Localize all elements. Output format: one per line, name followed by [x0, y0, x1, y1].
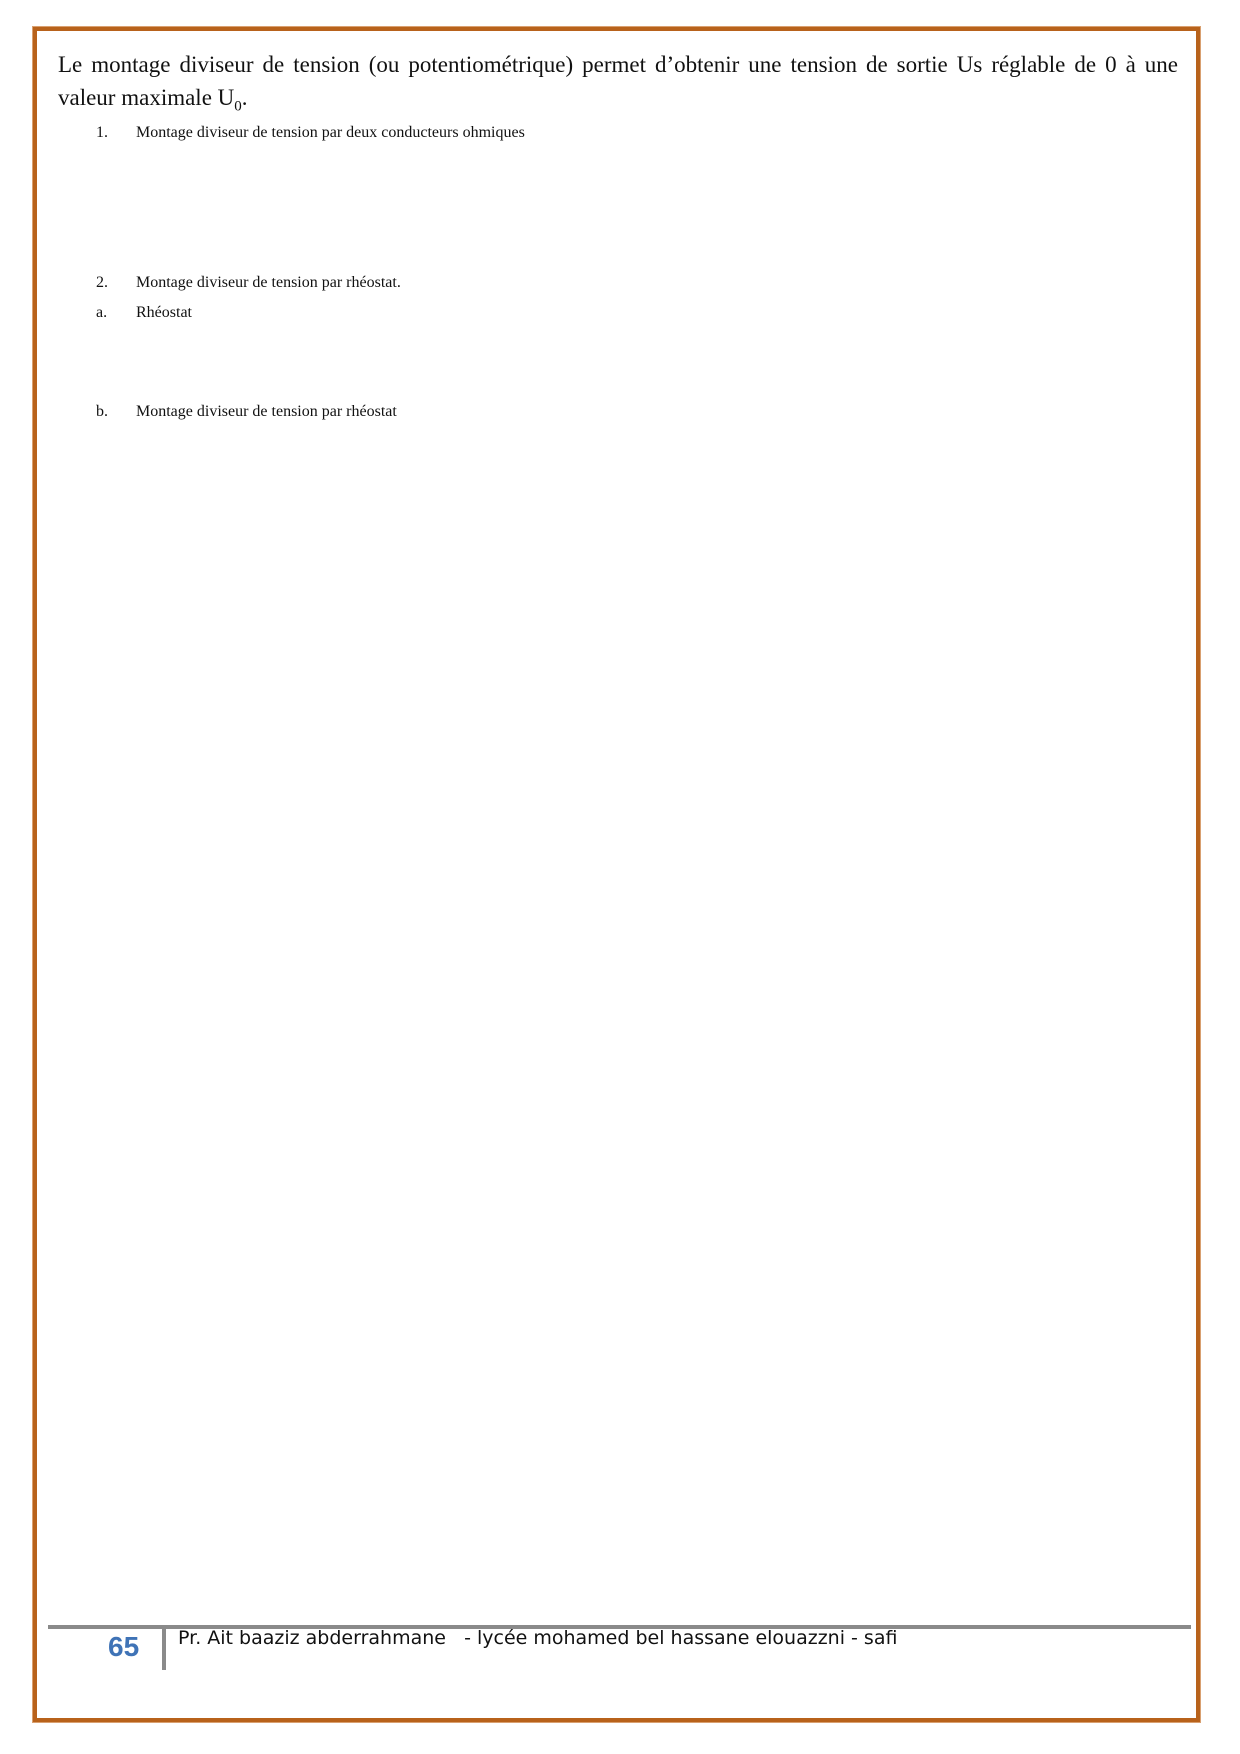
footer-author-text: Pr. Ait baaziz abderrahmane - lycée mohamed bel hassane elouazzni - safi	[178, 1627, 898, 1649]
intro-text: Le montage diviseur de tension (ou potentiométrique) permet d’obtenir une tension de sortie Us réglable de 0 à une valeur maximale U	[58, 52, 1178, 110]
intro-end: .	[241, 85, 248, 110]
page-content	[58, 48, 1178, 114]
footer-divider	[162, 1629, 166, 1670]
intro-subscript: 0	[234, 98, 242, 115]
section-2a-text: Rhéostat	[136, 304, 192, 321]
page-number: 65	[108, 1631, 140, 1662]
section-2b-text: Montage diviseur de tension par rhéostat	[136, 403, 397, 420]
section-1-marker: 1.	[96, 124, 108, 141]
section-2a-marker: a.	[96, 304, 108, 321]
intro-paragraph	[58, 48, 1178, 114]
section-2b-marker: b.	[96, 403, 108, 420]
section-2-text: Montage diviseur de tension par rhéostat.	[136, 274, 401, 291]
section-2-marker: 2.	[96, 274, 108, 291]
section-1-text: Montage diviseur de tension par deux conducteurs ohmiques	[136, 124, 525, 141]
